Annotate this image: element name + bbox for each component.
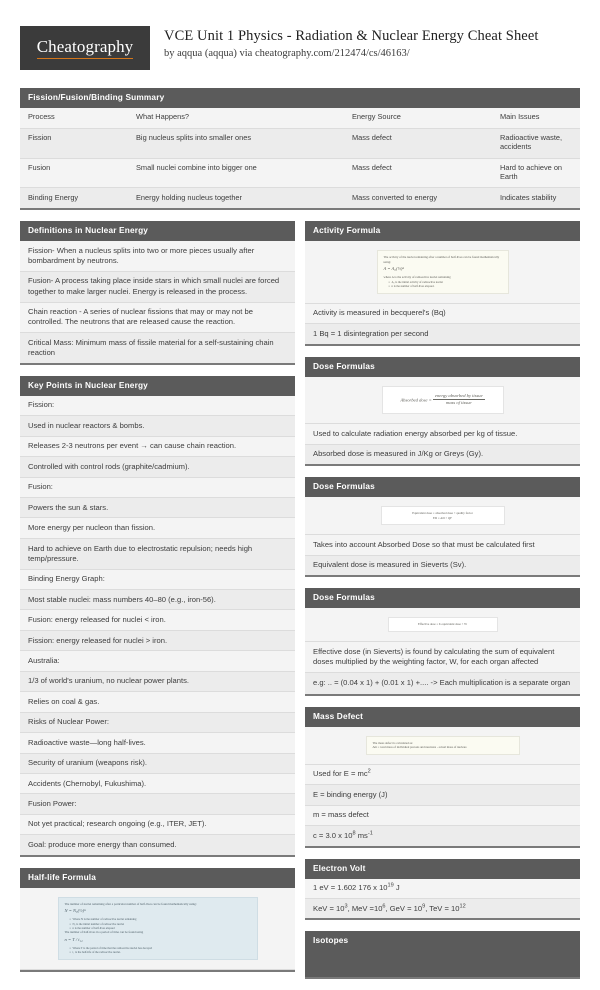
- definition-item: Fusion- A process taking place inside stars in which small nuclei are forced together to make larger nuclei. Energy is released in the process.: [20, 271, 295, 302]
- equivalent-dose-heading: Dose Formulas: [305, 477, 580, 497]
- cell: Small nuclei combine into bigger one: [128, 158, 344, 188]
- halflife-formula-image: [58, 897, 258, 960]
- column-header: Energy Source: [352, 112, 401, 122]
- mass-defect-rows: [305, 765, 580, 846]
- figure-bullet: ▪ N₀ is the initial number of radioactive nuclei: [65, 922, 251, 926]
- exponent: 2: [367, 768, 371, 775]
- cell: Binding Energy: [20, 188, 128, 208]
- keypoint-item: Fusion: energy released for nuclei < iron.: [20, 609, 295, 629]
- keypoint-item: Fission: energy released for nuclei > iron.: [20, 630, 295, 650]
- absorbed-dose-figure-wrap: [305, 377, 580, 425]
- figure-bullet: ▪ Where T is the period of time that the radioactive nuclei has decayed: [65, 946, 251, 950]
- figure-intro: The number of nuclei remaining after a particular number of half-lives can be found mathematically using:: [64, 901, 197, 906]
- keypoint-item: Security of uranium (weapons risk).: [20, 753, 295, 773]
- absorbed-dose-line: Absorbed dose is measured in J/Kg or Greys (Gy).: [305, 444, 580, 464]
- figure-bullet: ▪ t₁ is the half-life of the radioactive nuclei.: [65, 950, 251, 954]
- keypoints-rows: [20, 396, 295, 855]
- figure-bullet: where A is the activity of radioactive nuclei remaining: [383, 275, 451, 280]
- activity-line: 1 Bq = 1 disintegration per second: [305, 323, 580, 343]
- numerator: energy absorbed by tissue: [433, 393, 485, 401]
- electron-volt-line: KeV = $10^3$, MeV $=10^6$, GeV = $10^9$, TeV = $10^{12}$: [305, 898, 580, 918]
- cell: Hard to achieve on Earth: [492, 158, 580, 188]
- figure-bullet: ▪ Where N is the number of radioactive nuclei remaining: [65, 917, 251, 921]
- keypoint-item: Risks of Nuclear Power:: [20, 712, 295, 732]
- table-row: [20, 188, 580, 208]
- keypoint-item: Used in nuclear reactors & bombs.: [20, 415, 295, 435]
- keypoint-item: Goal: produce more energy than consumed.: [20, 834, 295, 854]
- keypoint-item: Relies on coal & gas.: [20, 691, 295, 711]
- summary-block: [20, 88, 580, 210]
- figure-equation-2: n = T / t₁₂: [64, 936, 83, 942]
- equivalent-dose-line: Equivalent dose is measured in Sieverts (Sv).: [305, 555, 580, 575]
- cell: Mass defect: [344, 128, 492, 158]
- table-row: [20, 158, 580, 188]
- summary-table: [20, 108, 580, 208]
- electron-volt-rows: [305, 879, 580, 919]
- mass-defect-line: c = 3.0 x $10^8$ $ms^{-1}$: [305, 825, 580, 845]
- activity-rows: [305, 304, 580, 344]
- keypoint-item: Fusion Power:: [20, 793, 295, 813]
- cell: Big nucleus splits into smaller ones: [128, 128, 344, 158]
- keypoint-item: Not yet practical; research ongoing (e.g., ITER, JET).: [20, 814, 295, 834]
- equivalent-dose-formula-image: [381, 506, 505, 525]
- figure-line: Δm = total mass of individual protons and neutrons - actual mass of nucleus: [372, 745, 467, 750]
- effective-dose-heading: Dose Formulas: [305, 588, 580, 608]
- absorbed-dose-line: Used to calculate radiation energy absorbed per kg of tissue.: [305, 424, 580, 443]
- mass-defect-heading: Mass Defect: [305, 707, 580, 727]
- definition-item: Critical Mass: Minimum mass of fissile material for a self-sustaining chain reaction: [20, 332, 295, 363]
- figure-bullet: ▪ A₀ is the initial activity of radioactive nuclei: [384, 280, 502, 284]
- cell: Mass defect: [344, 158, 492, 188]
- absorbed-dose-block: [305, 357, 580, 467]
- electron-volt-block: [305, 859, 580, 921]
- mass-defect-line: E = binding energy (J): [305, 784, 580, 804]
- electron-volt-heading: Electron Volt: [305, 859, 580, 879]
- right-column: [305, 221, 580, 990]
- cell: Fission: [20, 128, 128, 158]
- activity-figure-wrap: [305, 241, 580, 304]
- keypoint-item: Australia:: [20, 650, 295, 670]
- absorbed-dose-rows: [305, 424, 580, 464]
- equivalent-dose-line: Takes into account Absorbed Dose so that must be calculated first: [305, 535, 580, 554]
- figure-label: Absorbed dose =: [400, 396, 432, 402]
- equivalent-dose-figure-wrap: [305, 497, 580, 535]
- cell: Indicates stability: [492, 188, 580, 208]
- keypoint-item: Controlled with control rods (graphite/cadmium).: [20, 456, 295, 476]
- isotopes-block: [305, 931, 580, 979]
- mass-defect-line: Used for $E = mc^2$: [305, 765, 580, 784]
- exponent: 12: [459, 903, 466, 910]
- effective-dose-formula-image: [388, 617, 498, 632]
- activity-line: Activity is measured in becquerel's (Bq): [305, 304, 580, 323]
- exponent: 8: [352, 830, 356, 837]
- figure-line: Effective dose = Σ equivalent dose × W: [417, 622, 468, 627]
- halflife-figure-wrap: [20, 888, 295, 970]
- cell: Energy holding nucleus together: [128, 188, 344, 208]
- absorbed-dose-formula-image: [382, 386, 504, 415]
- figure-line: The mass defect is calculated as:: [372, 740, 413, 745]
- cell: Radioactive waste, accidents: [492, 128, 580, 158]
- figure-equation: N = N₀(½)ⁿ: [64, 908, 86, 914]
- keypoint-item: Hard to achieve on Earth due to electrostatic repulsion; needs high temp/pressure.: [20, 538, 295, 569]
- figure-equation: A = A₀(½)ⁿ: [383, 266, 404, 272]
- exponent: 6: [382, 903, 386, 910]
- mass-defect-figure-wrap: [305, 727, 580, 765]
- keypoint-item: Most stable nuclei: mass numbers 40–80 (e.g., iron-56).: [20, 589, 295, 609]
- figure-equation: [389, 393, 497, 408]
- keypoint-item: More energy per nucleon than fission.: [20, 517, 295, 537]
- electron-volt-line: 1 eV = 1.602 176 x $10^{19}$ J: [305, 879, 580, 898]
- definition-item: Chain reaction - A series of nuclear fissions that may or may not be controlled. The neutrons that are released cause the reaction.: [20, 302, 295, 333]
- exponent: -1: [367, 830, 373, 837]
- keypoint-item: Radioactive waste—long half-lives.: [20, 732, 295, 752]
- figure-line: ED = AD × QF: [433, 515, 452, 520]
- keypoints-heading: Key Points in Nuclear Energy: [20, 376, 295, 396]
- left-column: [20, 221, 295, 982]
- exponent: 19: [387, 882, 394, 889]
- definitions-heading: Definitions in Nuclear Energy: [20, 221, 295, 241]
- page-byline[interactable]: by aqqua (aqqua) via cheatography.com/212474/cs/46163/: [164, 48, 410, 60]
- halflife-block: [20, 868, 295, 972]
- cell: Mass converted to energy: [344, 188, 492, 208]
- effective-dose-line: Effective dose (in Sieverts) is found by calculating the sum of equivalent doses multiplied by the weighting factor, W, for each organ affected: [305, 642, 580, 673]
- mass-defect-block: [305, 707, 580, 848]
- cheatography-logo[interactable]: [20, 26, 150, 70]
- exponent: 3: [344, 903, 348, 910]
- activity-heading: Activity Formula: [305, 221, 580, 241]
- keypoint-item: Powers the sun & stars.: [20, 497, 295, 517]
- definition-item: Fission- When a nucleus splits into two or more pieces usually after bombardment by neutrons.: [20, 241, 295, 271]
- keypoint-item: Releases 2-3 neutrons per event → can cause chain reaction.: [20, 436, 295, 456]
- denominator: mass of tissue: [446, 400, 472, 406]
- figure-bullet: ▪ n is the number of half-lives elapsed.: [384, 284, 502, 288]
- keypoint-item: 1/3 of world's uranium, no nuclear power plants.: [20, 671, 295, 691]
- figure-bullet: ▪ n is the number of half-lives elapsed: [65, 926, 251, 930]
- definitions-block: [20, 221, 295, 365]
- column-header: Process: [28, 112, 55, 122]
- page-header: [20, 26, 580, 72]
- equivalent-dose-rows: [305, 535, 580, 575]
- columns-container: [20, 221, 580, 990]
- equivalent-dose-block: [305, 477, 580, 577]
- table-header-row: [20, 108, 580, 128]
- mass-defect-formula-image: [366, 736, 520, 755]
- page-title: VCE Unit 1 Physics - Radiation & Nuclear Energy Cheat Sheet: [164, 28, 539, 44]
- mass-defect-line: m = mass defect: [305, 805, 580, 825]
- effective-dose-rows: [305, 642, 580, 694]
- cell: Fusion: [20, 158, 128, 188]
- fraction: [433, 393, 485, 408]
- effective-dose-line: e.g: .. = (0.04 x 1) + (0.01 x 1) +.... -> Each multiplication is a separate organ: [305, 672, 580, 693]
- summary-heading: Fission/Fusion/Binding Summary: [20, 88, 580, 108]
- exponent: 9: [422, 903, 426, 910]
- column-header: Main Issues: [500, 112, 540, 122]
- absorbed-dose-heading: Dose Formulas: [305, 357, 580, 377]
- activity-formula-image: [377, 250, 509, 294]
- isotopes-heading: Isotopes: [305, 931, 580, 977]
- keypoints-block: [20, 376, 295, 857]
- title-block: [164, 26, 539, 61]
- figure-intro-2: The number of half-lives in a period of time can be found using: [64, 930, 144, 935]
- figure-line: Equivalent dose = absorbed dose × quality factor: [412, 511, 473, 516]
- keypoint-item: Binding Energy Graph:: [20, 569, 295, 589]
- activity-block: [305, 221, 580, 345]
- figure-intro: The activity of the nuclei remaining after a number of half-lives can be found mathematically using:: [383, 255, 500, 264]
- column-header: What Happens?: [136, 112, 189, 122]
- keypoint-item: Accidents (Chernobyl, Fukushima).: [20, 773, 295, 793]
- effective-dose-figure-wrap: [305, 608, 580, 642]
- table-row: [20, 128, 580, 158]
- definitions-rows: [20, 241, 295, 363]
- effective-dose-block: [305, 588, 580, 695]
- keypoint-item: Fission:: [20, 396, 295, 415]
- keypoint-item: Fusion:: [20, 477, 295, 497]
- halflife-heading: Half-life Formula: [20, 868, 295, 888]
- logo-text: Cheatography: [37, 37, 134, 59]
